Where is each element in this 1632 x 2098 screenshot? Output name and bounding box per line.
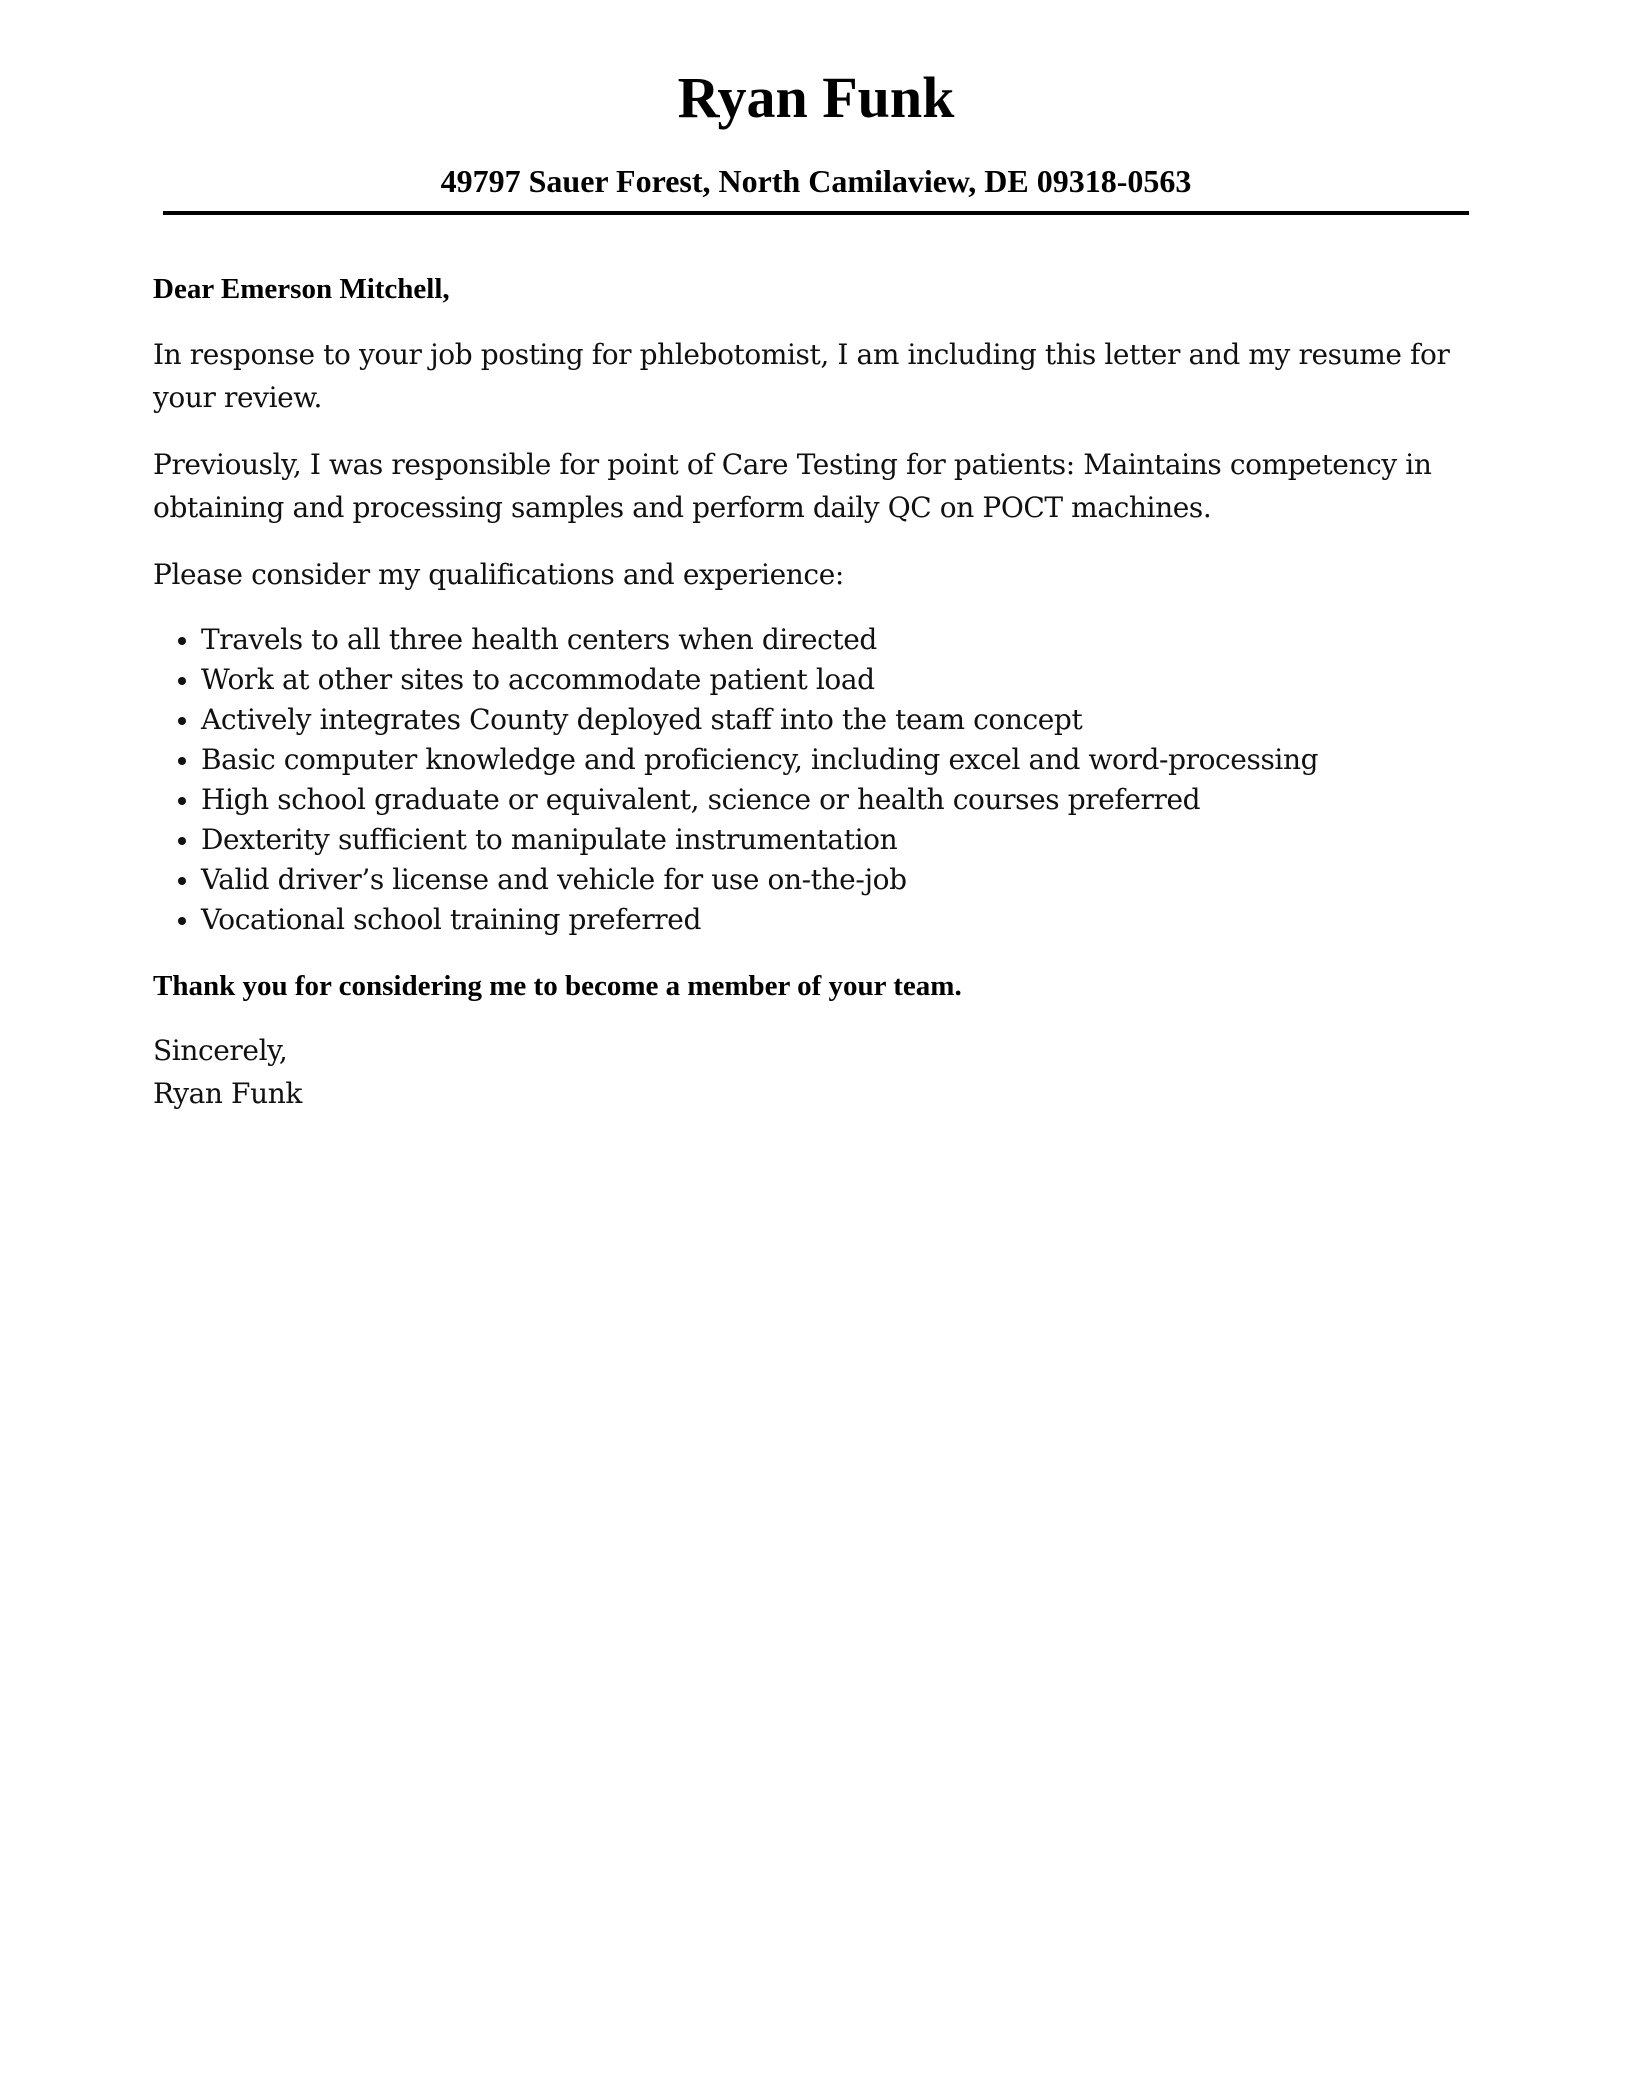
bullet-icon <box>178 877 186 885</box>
header-divider <box>163 211 1469 215</box>
list-item <box>153 700 1473 740</box>
list-item <box>153 860 1473 900</box>
list-item <box>153 780 1473 820</box>
bullet-icon <box>178 677 186 685</box>
letter-header <box>163 58 1469 203</box>
list-item-text: Work at other sites to accommodate patient load <box>201 663 875 696</box>
list-item-text: Actively integrates County deployed staff into the team concept <box>201 703 1083 736</box>
signoff: Sincerely, <box>153 1034 288 1067</box>
bullet-icon <box>178 917 186 925</box>
bullet-icon <box>178 757 186 765</box>
list-item <box>153 820 1473 860</box>
qualifications-intro: Please consider my qualifications and experience: <box>153 558 844 591</box>
intro-paragraph: In response to your job posting for phlebotomist, I am including this letter and my resume for your review. <box>153 338 1450 414</box>
bullet-icon <box>178 637 186 645</box>
closing-line: Thank you for considering me to become a member of your team. <box>153 970 962 1002</box>
list-item <box>153 740 1473 780</box>
list-item-text: High school graduate or equivalent, science or health courses preferred <box>201 783 1201 816</box>
list-item-text: Vocational school training preferred <box>201 903 701 936</box>
list-item-text: Valid driver’s license and vehicle for use on-the-job <box>201 863 907 896</box>
sender-address: 49797 Sauer Forest, North Camilaview, DE 09318-0563 <box>440 163 1192 199</box>
list-item <box>153 660 1473 700</box>
bullet-icon <box>178 717 186 725</box>
experience-paragraph: Previously, I was responsible for point of Care Testing for patients: Maintains competency in obtaining and processing samples and perform daily QC on POCT machines. <box>153 448 1432 524</box>
salutation: Dear Emerson Mitchell, <box>153 273 450 305</box>
list-item <box>153 900 1473 940</box>
list-item-text: Travels to all three health centers when directed <box>201 623 877 656</box>
letter-body <box>153 268 1473 1115</box>
bullet-icon <box>178 837 186 845</box>
sender-name: Ryan Funk <box>677 65 955 130</box>
list-item-text: Dexterity sufficient to manipulate instrumentation <box>201 823 898 856</box>
signature-name: Ryan Funk <box>153 1077 302 1110</box>
qualifications-list <box>153 620 1473 940</box>
list-item <box>153 620 1473 660</box>
list-item-text: Basic computer knowledge and proficiency, including excel and word-processing <box>201 743 1319 776</box>
bullet-icon <box>178 797 186 805</box>
